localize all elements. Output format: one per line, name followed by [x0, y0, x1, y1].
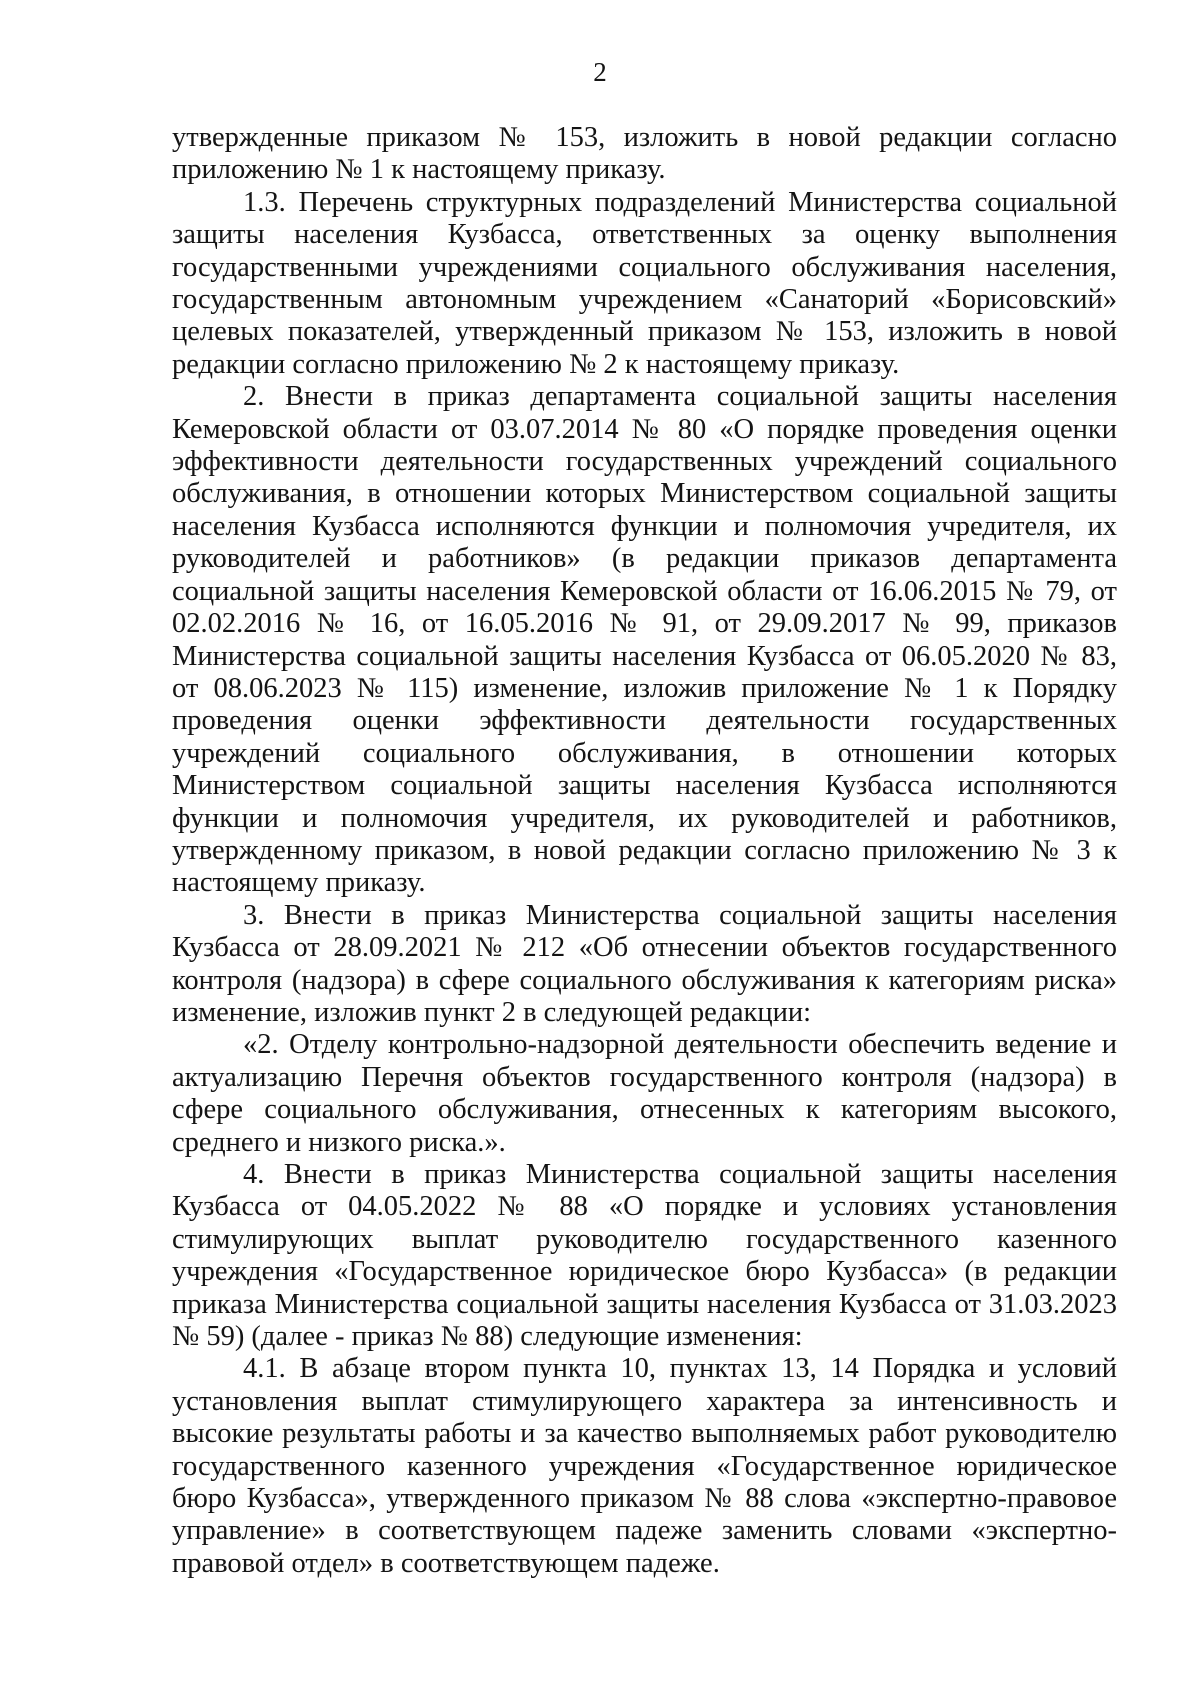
- document-body: [172, 122, 1117, 1580]
- paragraph-3-quote: «2. Отделу контрольно-надзорной деятельности обеспечить ведение и актуализацию Перечня объектов государственного контроля (надзора) в сфере социального обслуживания, отнесенных к категориям высокого, среднего и низкого риска.».: [172, 1029, 1117, 1158]
- paragraph-1-continuation: утвержденные приказом № 153, изложить в новой редакции согласно приложению № 1 к настоящему приказу.: [172, 122, 1117, 186]
- paragraph-1-3: 1.3. Перечень структурных подразделений Министерства социальной защиты населения Кузбасса, ответственных за оценку выполнения государственными учреждениями социального обслуживания населения, государственным автономным учреждением «Санаторий «Борисовский» целевых показателей, утвержденный приказом № 153, изложить в новой редакции согласно приложению № 2 к настоящему приказу.: [172, 186, 1117, 380]
- paragraph-4: 4. Внести в приказ Министерства социальной защиты населения Кузбасса от 04.05.2022 № 88 «О порядке и условиях установления стимулирующих выплат руководителю государственного казенного учреждения «Государственное юридическое бюро Кузбасса» (в редакции приказа Министерства социальной защиты населения Кузбасса от 31.03.2023 № 59) (далее - приказ № 88) следующие изменения:: [172, 1159, 1117, 1353]
- page-number: 2: [593, 57, 607, 87]
- paragraph-3: 3. Внести в приказ Министерства социальной защиты населения Кузбасса от 28.09.2021 № 212 «Об отнесении объектов государственного контроля (надзора) в сфере социального обслуживания к категориям риска» изменение, изложив пункт 2 в следующей редакции:: [172, 899, 1117, 1028]
- paragraph-4-1: 4.1. В абзаце втором пункта 10, пунктах 13, 14 Порядка и условий установления выплат стимулирующего характера за интенсивность и высокие результаты работы и за качество выполняемых работ руководителю государственного казенного учреждения «Государственное юридическое бюро Кузбасса», утвержденного приказом № 88 слова «экспертно-правовое управление» в соответствующем падеже заменить словами «экспертно-правовой отдел» в соответствующем падеже.: [172, 1353, 1117, 1579]
- paragraph-2: 2. Внести в приказ департамента социальной защиты населения Кемеровской области от 03.07.2014 № 80 «О порядке проведения оценки эффективности деятельности государственных учреждений социального обслуживания, в отношении которых Министерством социальной защиты населения Кузбасса исполняются функции и полномочия учредителя, их руководителей и работников» (в редакции приказов департамента социальной защиты населения Кемеровской области от 16.06.2015 № 79, от 02.02.2016 № 16, от 16.05.2016 № 91, от 29.09.2017 № 99, приказов Министерства социальной защиты населения Кузбасса от 06.05.2020 № 83, от 08.06.2023 № 115) изменение, изложив приложение № 1 к Порядку проведения оценки эффективности деятельности государственных учреждений социального обслуживания, в отношении которых Министерством социальной защиты населения Кузбасса исполняются функции и полномочия учредителя, их руководителей и работников, утвержденному приказом, в новой редакции согласно приложению № 3 к настоящему приказу.: [172, 381, 1117, 899]
